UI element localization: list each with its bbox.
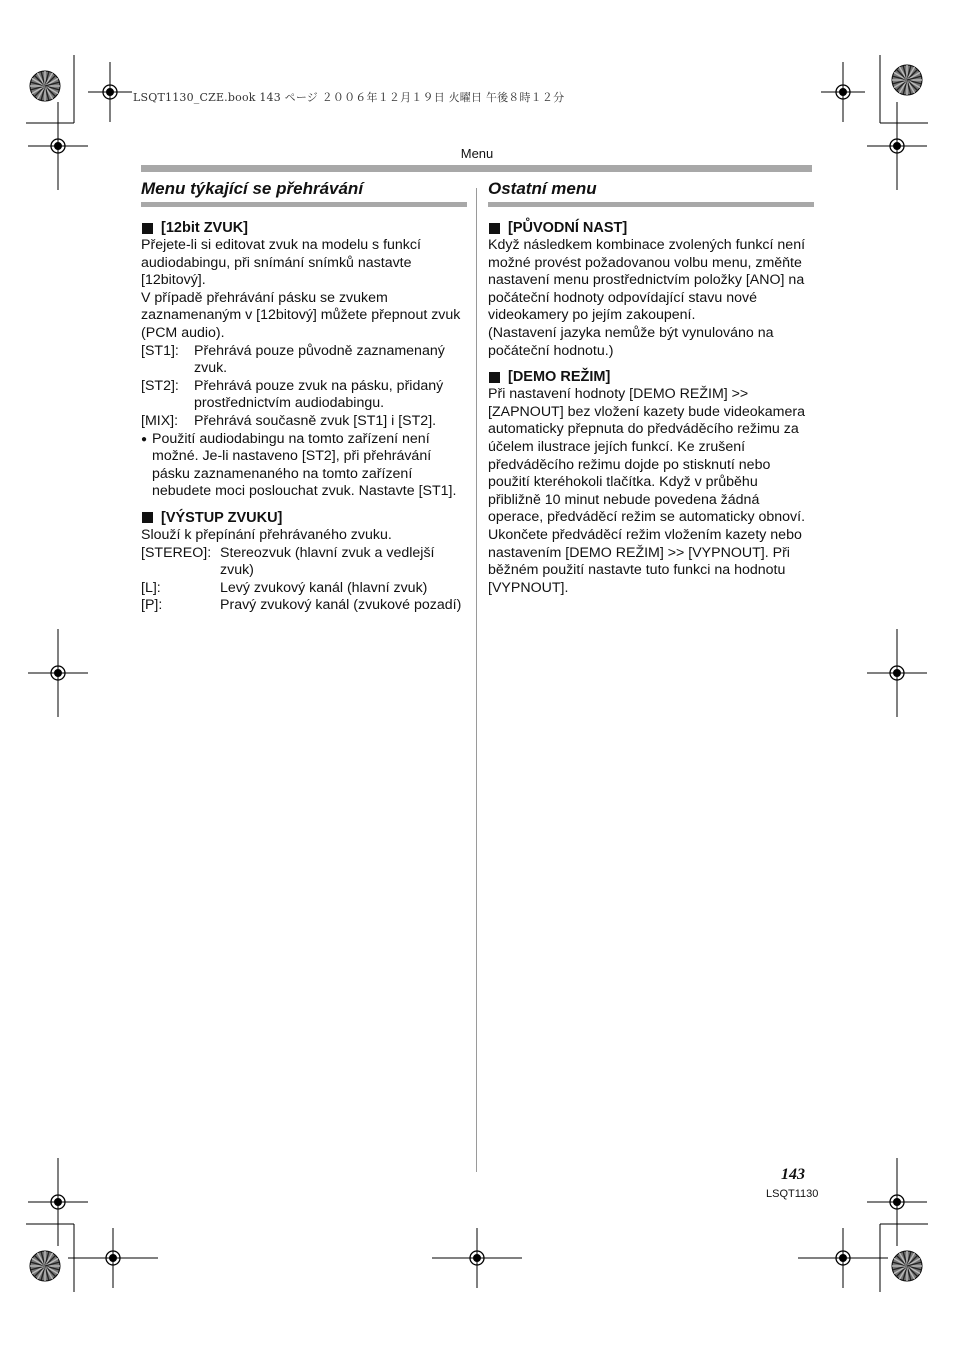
square-bullet-icon xyxy=(142,512,153,523)
crosshair-mark xyxy=(432,1228,522,1288)
column-divider xyxy=(476,188,477,1172)
crosshair-mark xyxy=(88,62,132,122)
paragraph: V případě přehrávání pásku se zvukem zaznamenaným v [12bitový] můžete přepnout zvuk (PCM audio). xyxy=(141,289,461,341)
crosshair-mark xyxy=(821,62,865,122)
crosshair-mark xyxy=(867,629,927,717)
item-heading-reset: [PŮVODNÍ NAST] xyxy=(488,219,814,237)
square-bullet-icon xyxy=(142,223,153,234)
paragraph: (Nastavení jazyka nemůže být vynulováno na počáteční hodnotu.) xyxy=(488,324,774,359)
paragraph: Slouží k přepínání přehrávaného zvuku. xyxy=(141,526,392,543)
crosshair-mark xyxy=(867,1158,927,1246)
item-heading-12bit: [12bit ZVUK] xyxy=(141,219,467,237)
paragraph: Přejete-li si editovat zvuk na modelu s funkcí audiodabingu, při snímání snímků nastavte [12bitový]. xyxy=(141,237,421,289)
option-row: [P]: Pravý zvukový kanál (zvukové pozadí) xyxy=(141,597,462,614)
option-row: [L]: Levý zvukový kanál (hlavní zvuk) xyxy=(141,579,428,596)
left-column xyxy=(141,178,467,615)
paragraph: Když následkem kombinace zvolených funkcí není možné provést požadovanou volbu menu, změňte nastavení menu prostřednictvím položky [ANO] na počáteční hodnoty odpovídající stavu nové videokamery po jejím zakoupení. xyxy=(488,237,806,324)
page-number: 143 xyxy=(781,1166,805,1183)
header-rule xyxy=(141,165,812,172)
item-heading-audio-out: [VÝSTUP ZVUKU] xyxy=(141,509,467,527)
section-rule xyxy=(141,202,467,207)
crosshair-mark xyxy=(68,1228,158,1288)
item-heading-demo: [DEMO REŽIM] xyxy=(488,368,814,386)
running-head: Menu xyxy=(460,146,494,161)
section-title-other: Ostatní menu xyxy=(488,179,597,198)
crosshair-mark xyxy=(28,629,88,717)
print-info-line: LSQT1130_CZE.book 143 ページ ２００６年１２月１９日 火曜日 午後８時１２分 xyxy=(133,91,565,104)
option-row: [ST1]: Přehrává pouze původně zaznamenaný zvuk. xyxy=(141,342,445,377)
color-target-mark xyxy=(892,65,922,95)
option-row: [MIX]: Přehrává současně zvuk [ST1] i [ST2]. xyxy=(141,412,437,429)
crosshair-mark xyxy=(798,1228,888,1288)
square-bullet-icon xyxy=(489,372,500,383)
option-row: [ST2]: Přehrává pouze zvuk na pásku, přidaný prostřednictvím audiodabingu. xyxy=(141,377,444,412)
section-title-playback: Menu týkající se přehrávání xyxy=(141,179,364,198)
paragraph: Při nastavení hodnoty [DEMO REŽIM] >> [ZAPNOUT] bez vložení kazety bude videokamera automaticky přepnuta do předváděcího režimu za účelem ilustrace jejích funkcí. Ke zrušení předváděcího režimu dojde po stisknutí nebo použití kteréhokoli tlačítka. Když v průběhu přibližně 10 minut nebude povedena žádná operace, předváděcí režim se automaticky obnoví. Ukončete předváděcí režim vložením kazety nebo nastavením [DEMO REŽIM] >> [VYPNOUT]. Při běžném použití nastavte tuto funkci na hodnotu [VYPNOUT]. xyxy=(488,386,806,596)
color-target-mark xyxy=(30,1251,60,1281)
right-column xyxy=(488,178,814,597)
model-code: LSQT1130 xyxy=(766,1188,819,1200)
square-bullet-icon xyxy=(489,223,500,234)
note-item: ● Použití audiodabingu na tomto zařízení není možné. Je-li nastaveno [ST2], při přehrávání pásku zaznamenaného na tomto zařízení nebudete moci poslouchat zvuk. Nastavte [ST1]. xyxy=(141,430,457,500)
color-target-mark xyxy=(30,71,60,101)
section-rule xyxy=(488,202,814,207)
bullet-icon: ● xyxy=(141,433,148,445)
crosshair-mark xyxy=(28,1158,88,1246)
option-row: [STEREO]: Stereozvuk (hlavní zvuk a vedlejší zvuk) xyxy=(141,544,435,579)
color-target-mark xyxy=(892,1251,922,1281)
